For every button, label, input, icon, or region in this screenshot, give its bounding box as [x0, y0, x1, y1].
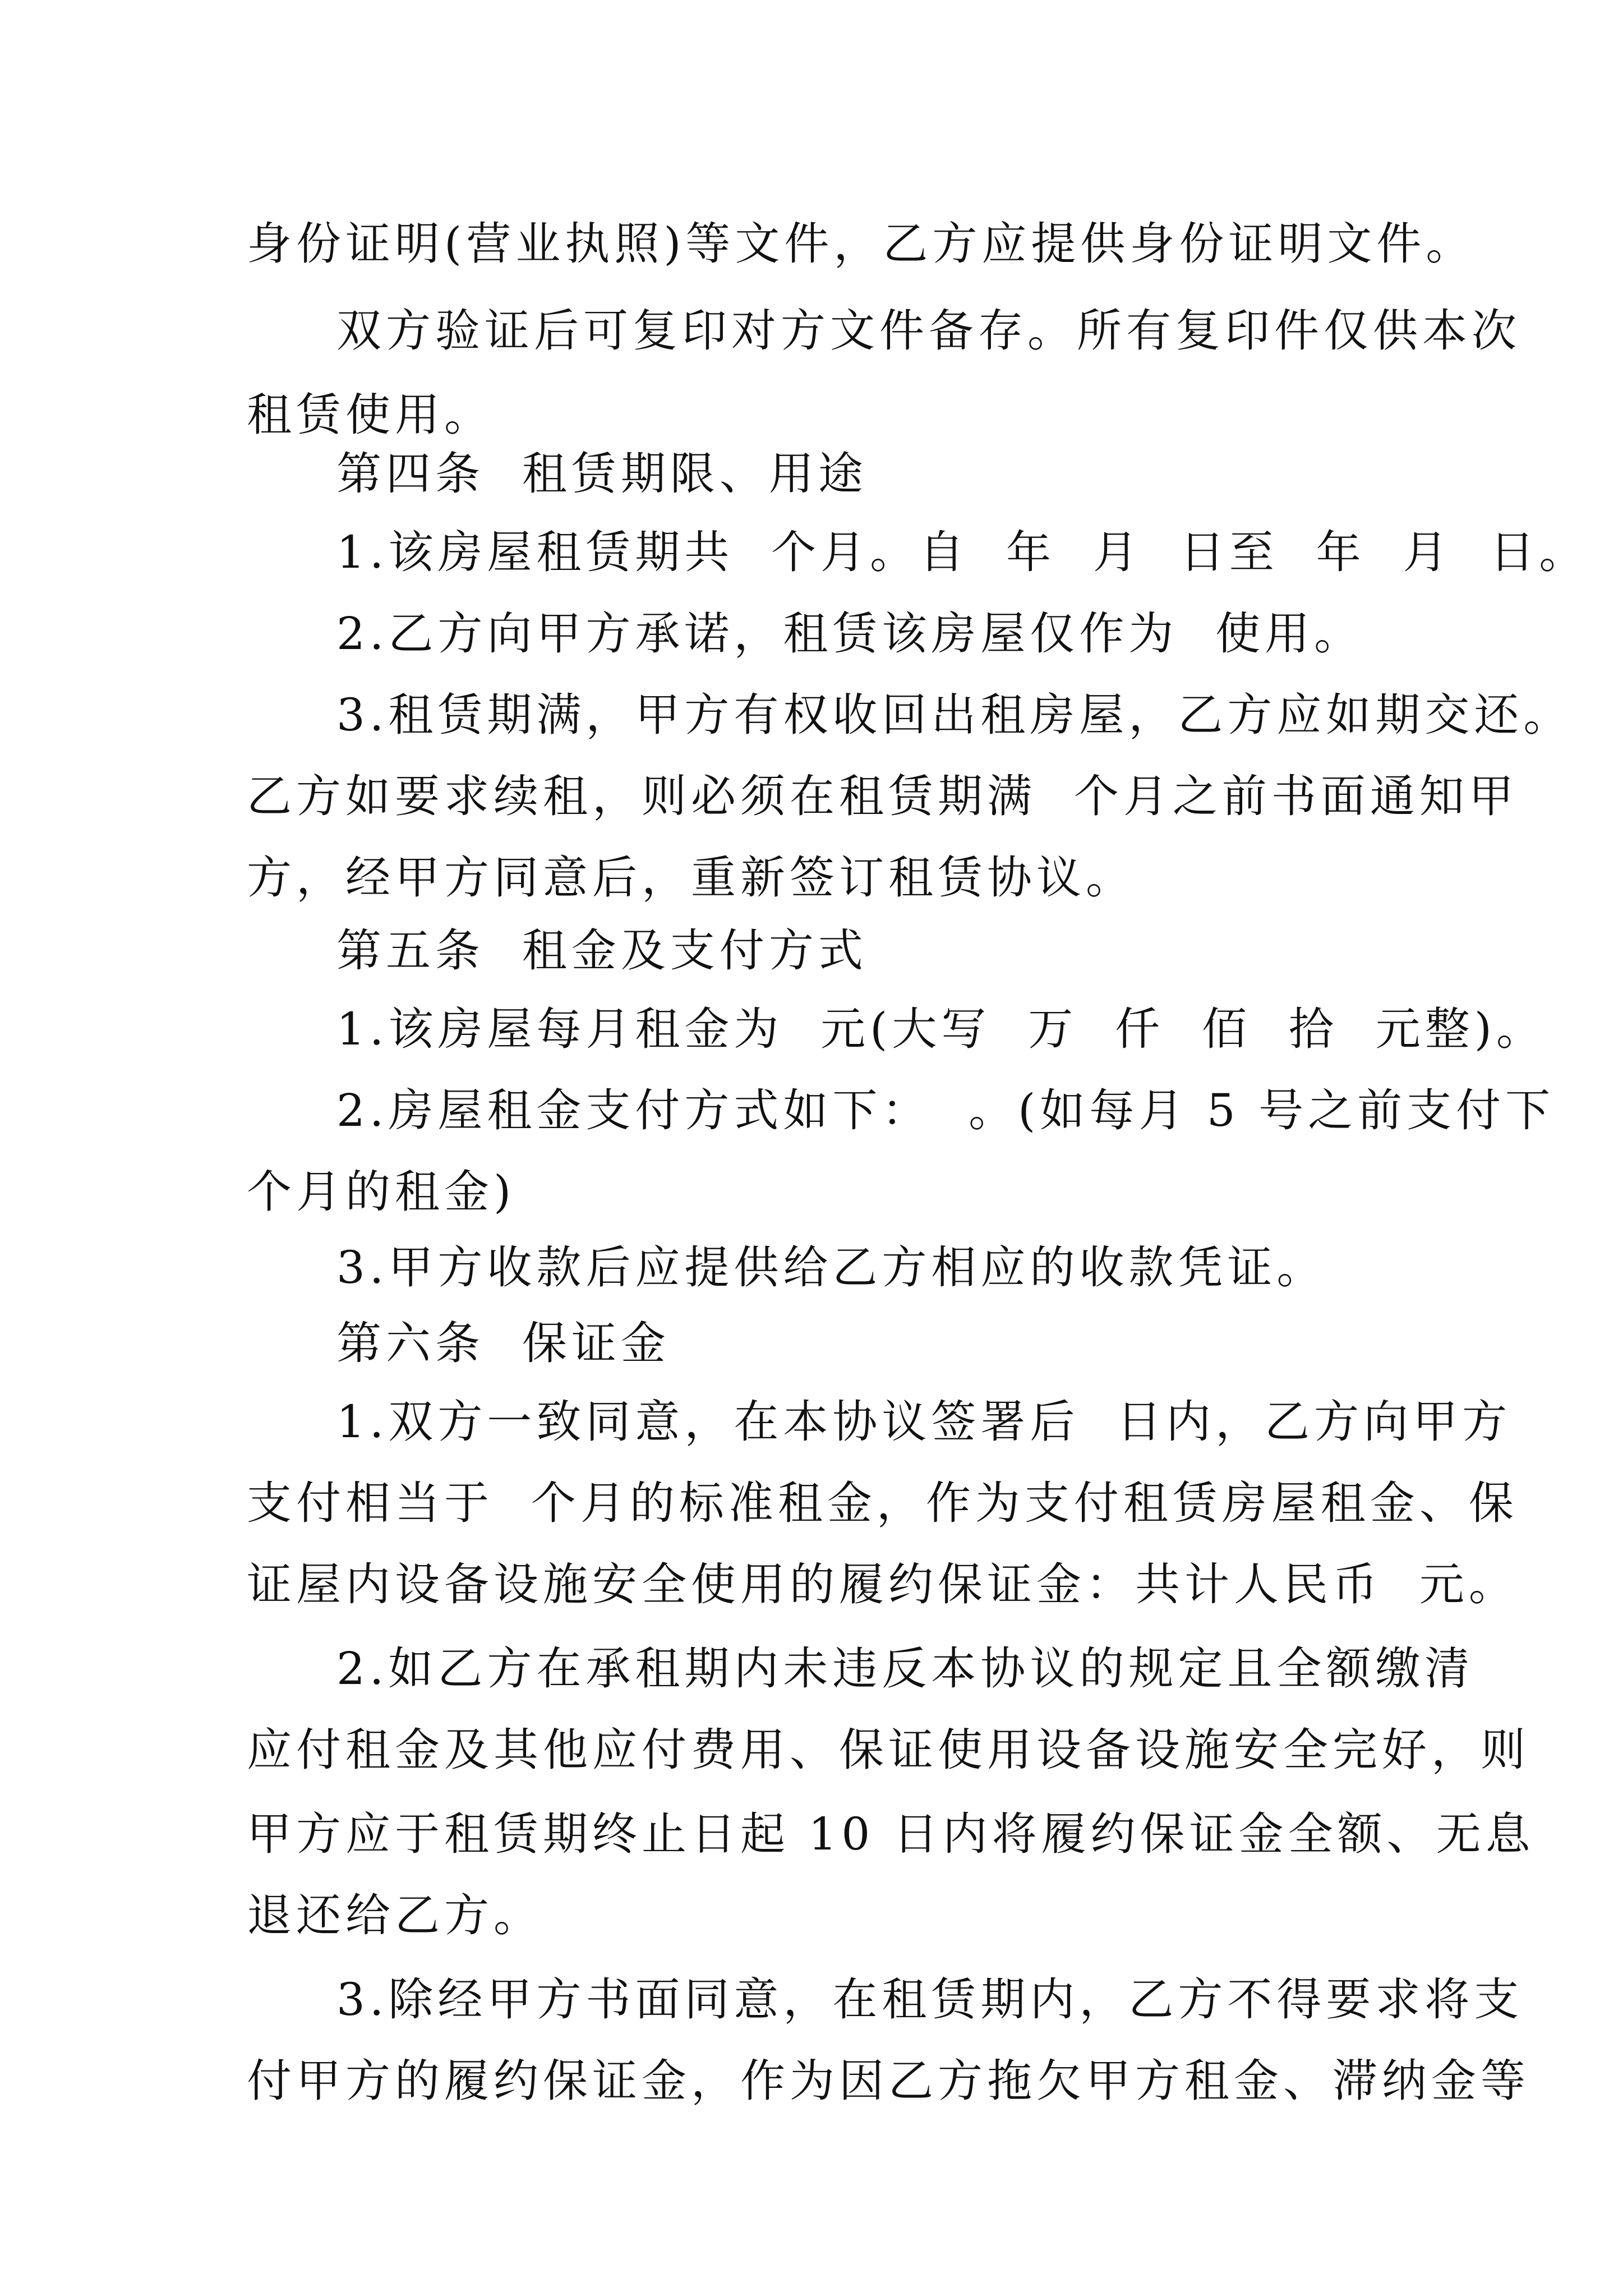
text-line: 3.甲方收款后应提供给乙方相应的收款凭证。	[336, 1241, 1326, 1294]
section-heading: 第六条 保证金	[336, 1317, 670, 1369]
text-line: 退还给乙方。	[247, 1889, 543, 1941]
text-line: 支付相当于 个月的标准租金，作为支付租赁房屋租金、保	[247, 1477, 1518, 1529]
text-line: 双方验证后可复印对方文件备存。所有复印件仅供本次	[336, 305, 1521, 357]
section-heading: 第四条 租赁期限、用途	[336, 448, 868, 500]
text-line: 甲方应于租赁期终止日起 10 日内将履约保证金全额、无息	[247, 1808, 1535, 1860]
text-line: 1.双方一致同意，在本协议签署后 日内，乙方向甲方	[336, 1396, 1512, 1448]
section-heading: 第五条 租金及支付方式	[336, 924, 868, 977]
text-line: 方，经甲方同意后，重新签订租赁协议。	[247, 852, 1135, 904]
text-line: 2.乙方向甲方承诺，租赁该房屋仅作为 使用。	[336, 608, 1364, 660]
text-line: 3.除经甲方书面同意，在租赁期内，乙方不得要求将支	[336, 1973, 1524, 2026]
text-line: 1.该房屋租赁期共 个月。自 年 月 日至 年 月 日。	[336, 526, 1589, 578]
text-line: 证屋内设备设施安全使用的履约保证金：共计人民币 元。	[247, 1558, 1518, 1611]
text-line: 3.租赁期满，甲方有权收回出租房屋，乙方应如期交还。	[336, 689, 1573, 741]
text-line: 应付租金及其他应付费用、保证使用设备设施安全完好，则	[247, 1724, 1530, 1776]
text-line: 2.如乙方在承租期内未违反本协议的规定且全额缴清	[336, 1642, 1474, 1695]
text-line: 2.房屋租金支付方式如下： 。(如每月 5 号之前支付下	[336, 1084, 1555, 1137]
text-line: 1.该房屋每月租金为 元(大写 万 仟 佰 拾 元整)。	[336, 1003, 1546, 1055]
text-line: 付甲方的履约保证金，作为因乙方拖欠甲方租金、滞纳金等	[247, 2055, 1530, 2107]
text-line: 乙方如要求续租，则必须在租赁期满 个月之前书面通知甲	[247, 770, 1518, 822]
text-line: 个月的租金)	[247, 1166, 516, 1218]
text-line: 身份证明(营业执照)等文件，乙方应提供身份证明文件。	[247, 218, 1476, 270]
text-line: 租赁使用。	[247, 389, 494, 441]
